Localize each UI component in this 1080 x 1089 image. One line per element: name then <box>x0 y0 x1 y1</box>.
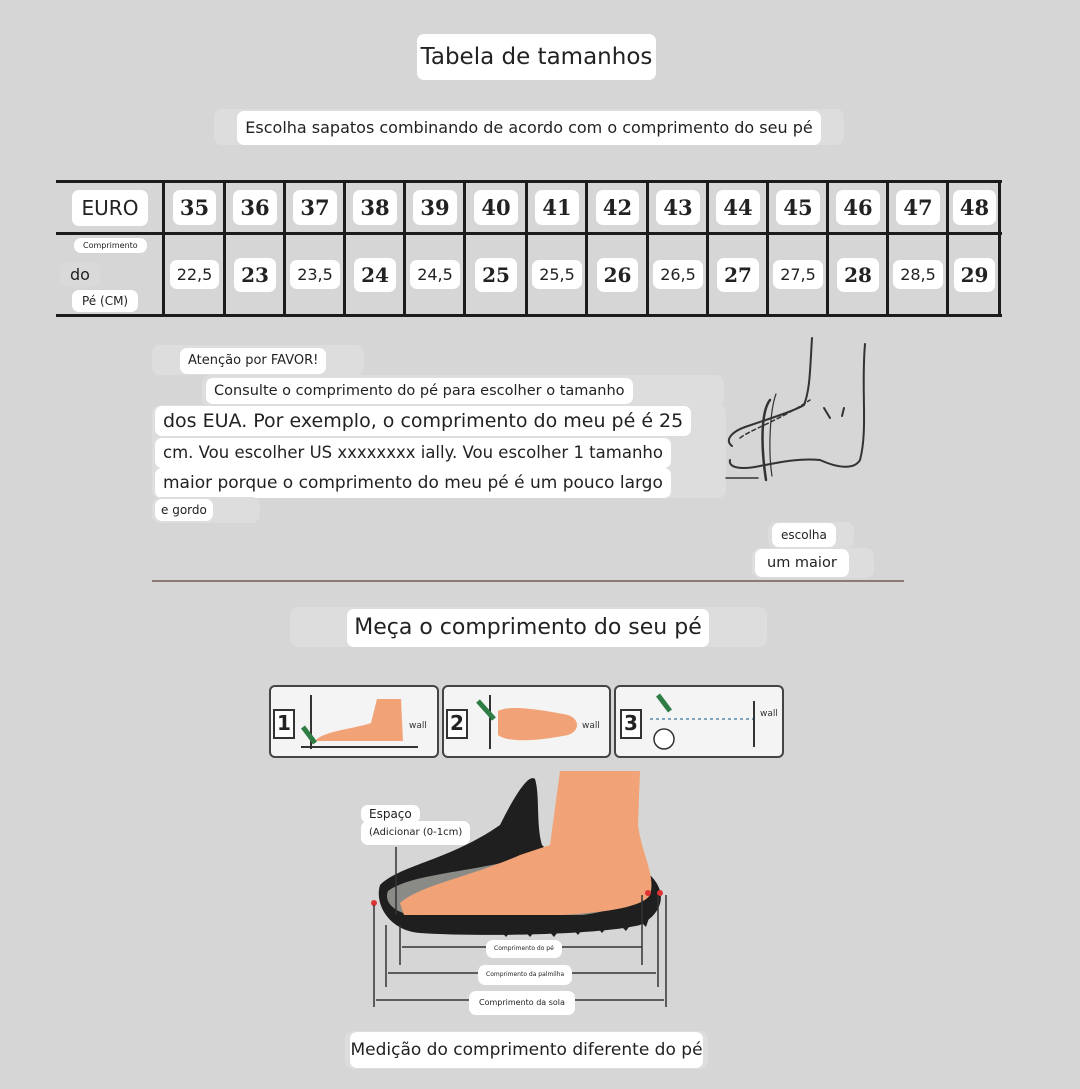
foot-length-cell <box>587 235 648 314</box>
foot-sketch-illustration <box>720 330 890 490</box>
choose-larger-bottom: um maior <box>755 549 849 577</box>
foot-length-cell <box>888 235 948 314</box>
euro-size-value: 44 <box>716 190 759 225</box>
notice-line5: e gordo <box>155 499 213 521</box>
step-1-number: 1 <box>273 709 295 739</box>
column-divider <box>585 180 588 317</box>
choose-larger-top: escolha <box>772 523 836 547</box>
euro-size-cell <box>587 183 648 232</box>
euro-size-value: 41 <box>535 190 578 225</box>
column-divider <box>998 180 1001 317</box>
euro-size-value: 43 <box>656 190 699 225</box>
section-divider <box>152 580 904 582</box>
euro-size-value: 48 <box>953 190 996 225</box>
foot-length-value: 27,5 <box>773 260 823 289</box>
euro-size-value: 40 <box>474 190 517 225</box>
column-divider <box>343 180 346 317</box>
foot-label-mid: do <box>60 262 100 287</box>
foot-length-value: 23 <box>234 258 276 292</box>
euro-size-value: 39 <box>413 190 456 225</box>
column-divider <box>463 180 466 317</box>
foot-length-cell <box>828 235 888 314</box>
euro-size-value: 36 <box>233 190 276 225</box>
euro-size-cell <box>164 183 225 232</box>
step-3-panel <box>614 685 784 758</box>
sole-length-label: Comprimento da sola <box>469 991 575 1015</box>
step-3-number: 3 <box>620 709 642 739</box>
table-bottom-border <box>56 314 1002 317</box>
euro-header-cell <box>56 183 164 232</box>
foot-length-value: 26 <box>597 258 639 292</box>
euro-size-value: 46 <box>836 190 879 225</box>
foot-length-value: 24,5 <box>410 260 460 289</box>
insole-length-label: Comprimento da palmilha <box>478 965 572 985</box>
foot-length-cell <box>405 235 465 314</box>
euro-label: EURO <box>72 190 149 226</box>
euro-size-cell <box>708 183 768 232</box>
step-3-measure-icon <box>642 691 782 755</box>
column-divider <box>525 180 528 317</box>
notice-line3: cm. Vou escolher US xxxxxxxx ially. Vou escolher 1 tamanho <box>155 438 671 468</box>
foot-length-value: 23,5 <box>290 260 340 289</box>
euro-size-cell <box>527 183 587 232</box>
column-divider <box>162 180 165 317</box>
euro-size-value: 38 <box>353 190 396 225</box>
foot-length-cell <box>648 235 708 314</box>
foot-length-value: 28,5 <box>893 260 943 289</box>
foot-length-value: 25,5 <box>532 260 582 289</box>
foot-length-value: 25 <box>475 258 517 292</box>
step-2-wall-label: wall <box>582 721 600 731</box>
euro-size-cell <box>345 183 405 232</box>
euro-size-cell <box>888 183 948 232</box>
euro-size-cell <box>828 183 888 232</box>
notice-line4: maior porque o comprimento do meu pé é um pouco largo <box>155 468 671 498</box>
step-1-panel <box>269 685 439 758</box>
column-divider <box>403 180 406 317</box>
column-divider <box>706 180 709 317</box>
footer-caption: Medição do comprimento diferente do pé <box>350 1032 703 1068</box>
column-divider <box>886 180 889 317</box>
euro-size-cell <box>405 183 465 232</box>
step-3-wall-label: wall <box>760 709 778 719</box>
notice-heading: Atenção por FAVOR! <box>180 348 326 374</box>
gap-label: Espaço <box>361 805 420 823</box>
euro-size-cell <box>648 183 708 232</box>
foot-length-cell <box>285 235 345 314</box>
column-divider <box>223 180 226 317</box>
euro-size-cell <box>465 183 527 232</box>
measure-title: Meça o comprimento do seu pé <box>347 609 709 647</box>
foot-length-value: 28 <box>837 258 879 292</box>
foot-length-value: 22,5 <box>170 260 220 289</box>
foot-length-cell <box>465 235 527 314</box>
foot-length-cell <box>708 235 768 314</box>
foot-length-cell <box>768 235 828 314</box>
column-divider <box>766 180 769 317</box>
foot-label-top: Comprimento <box>74 238 147 253</box>
foot-length-value: 24 <box>354 258 396 292</box>
euro-size-value: 47 <box>896 190 939 225</box>
notice-line1: Consulte o comprimento do pé para escolher o tamanho <box>206 378 633 404</box>
foot-length-cell <box>164 235 225 314</box>
euro-size-cell <box>768 183 828 232</box>
step-2-number: 2 <box>446 709 468 739</box>
step-1-wall-label: wall <box>409 721 427 731</box>
euro-size-value: 42 <box>596 190 639 225</box>
foot-length-value: 29 <box>954 258 996 292</box>
step-2-panel <box>442 685 611 758</box>
column-divider <box>946 180 949 317</box>
euro-size-cell <box>285 183 345 232</box>
foot-length-value: 26,5 <box>653 260 703 289</box>
foot-label-bottom: Pé (CM) <box>72 290 138 312</box>
column-divider <box>646 180 649 317</box>
euro-size-cell <box>948 183 1001 232</box>
column-divider <box>283 180 286 317</box>
foot-length-cell <box>225 235 285 314</box>
euro-size-value: 45 <box>776 190 819 225</box>
page-subtitle: Escolha sapatos combinando de acordo com o comprimento do seu pé <box>237 111 821 145</box>
column-divider <box>826 180 829 317</box>
euro-size-value: 35 <box>173 190 216 225</box>
foot-length-label: Comprimento do pé <box>486 940 562 958</box>
foot-length-header-cell <box>56 235 164 314</box>
foot-length-value: 27 <box>717 258 759 292</box>
notice-line2: dos EUA. Por exemplo, o comprimento do meu pé é 25 <box>155 406 691 436</box>
euro-size-cell <box>225 183 285 232</box>
foot-length-cell <box>527 235 587 314</box>
foot-length-cell <box>345 235 405 314</box>
foot-length-cell <box>948 235 1001 314</box>
euro-size-value: 37 <box>293 190 336 225</box>
page-title: Tabela de tamanhos <box>417 34 656 80</box>
gap-detail-label: (Adicionar (0-1cm) <box>361 821 470 845</box>
